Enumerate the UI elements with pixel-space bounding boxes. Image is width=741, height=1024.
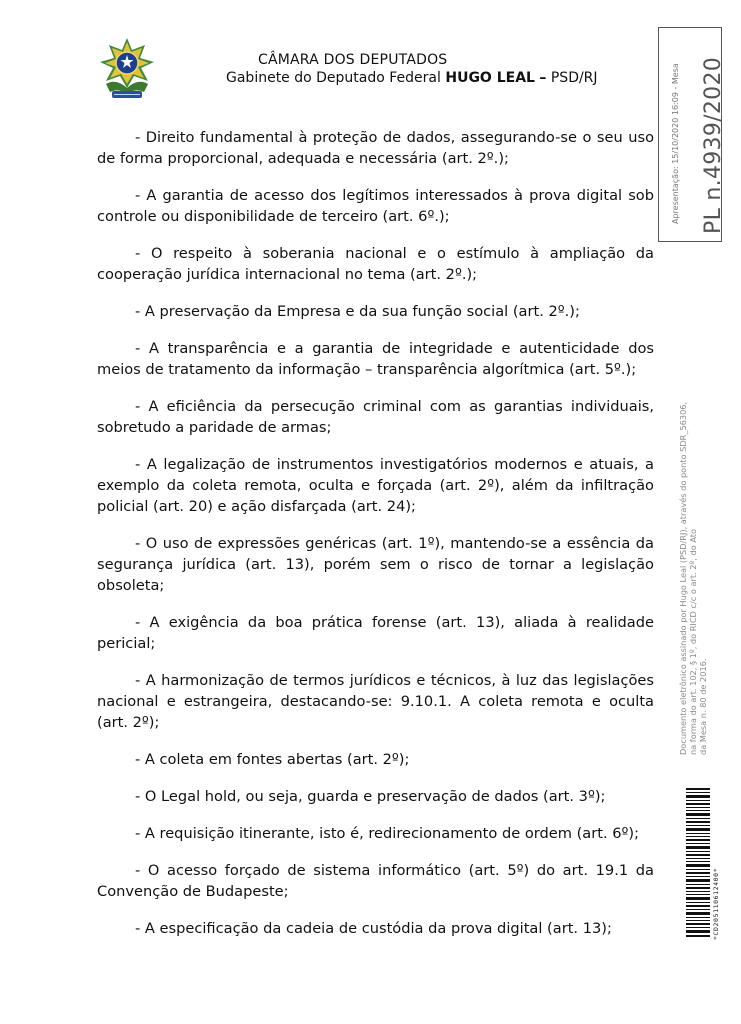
presentation-date: Apresentação: 15/10/2020 16:09 - Mesa — [671, 63, 680, 224]
signature-note-line-1: Documento eletrônico assinado por Hugo Leal (PSD/RJ), através do ponto SDR_56306, — [678, 401, 688, 755]
office-line — [226, 70, 598, 86]
signature-note-line-3: da Mesa n. 80 de 2016. — [698, 658, 708, 755]
paragraph-15: - A especificação da cadeia de custódia da prova digital (art. 13); — [135, 920, 612, 937]
electronic-signature-note — [678, 375, 708, 755]
paragraph-10: - A harmonização de termos jurídicos e técnicos, à luz das legislações nacional e estrangeira, destacando-se: 9.10.1. A coleta remota e oculta (art. 2º); — [97, 672, 654, 731]
deputy-name: HUGO LEAL — [445, 70, 535, 86]
paragraph-2: - A garantia de acesso dos legítimos interessados à prova digital sob controle ou disponibilidade de terceiro (art. 6º.); — [97, 187, 654, 225]
party: PSD/RJ — [550, 70, 598, 86]
paragraph-14: - O acesso forçado de sistema informático (art. 5º) do art. 19.1 da Convenção de Budapeste; — [97, 862, 654, 900]
bill-number: PL n.4939/2020 — [701, 56, 726, 234]
document-body — [97, 127, 654, 955]
paragraph-6: - A eficiência da persecução criminal com as garantias individuais, sobretudo a paridade de armas; — [97, 398, 654, 436]
paragraph-11: - A coleta em fontes abertas (art. 2º); — [135, 751, 410, 768]
paragraph-5: - A transparência e a garantia de integridade e autenticidade dos meios de tratamento da informação – transparência algorítmica (art. 5º.); — [97, 340, 654, 378]
bill-stamp-box — [658, 27, 726, 242]
paragraph-4: - A preservação da Empresa e da sua função social (art. 2º.); — [135, 303, 580, 320]
paragraph-8: - O uso de expressões genéricas (art. 1º), mantendo-se a essência da segurança jurídica (art. 13), porém sem o risco de tornar a legislação obsoleta; — [97, 535, 654, 594]
paragraph-13: - A requisição itinerante, isto é, redirecionamento de ordem (art. 6º); — [135, 825, 640, 842]
signature-note-line-2: na forma do art. 102, § 1º, do RICD c/c o art. 2º, do Ato — [688, 529, 698, 755]
office-prefix: Gabinete do Deputado Federal — [226, 70, 441, 86]
paragraph-12: - O Legal hold, ou seja, guarda e preservação de dados (art. 3º); — [135, 788, 606, 805]
party-separator: – — [539, 70, 547, 86]
chamber-name: CÂMARA DOS DEPUTADOS — [258, 52, 448, 68]
paragraph-3: - O respeito à soberania nacional e o estímulo à ampliação da cooperação jurídica internacional no tema (art. 2º.); — [97, 245, 654, 283]
paragraph-9: - A exigência da boa prática forense (art. 13), aliada à realidade pericial; — [97, 614, 654, 652]
barcode-code: *CD205110612400* — [712, 867, 720, 940]
paragraph-1: - Direito fundamental à proteção de dados, assegurando-se o seu uso de forma proporcional, adequada e necessária (art. 2º.); — [97, 129, 654, 167]
coat-of-arms-emblem — [98, 36, 156, 102]
paragraph-7: - A legalização de instrumentos investigatórios modernos e atuais, a exemplo da coleta remota, oculta e forçada (art. 2º), além da infiltração policial (art. 20) e ação disfarçada (art. 24); — [97, 456, 654, 515]
